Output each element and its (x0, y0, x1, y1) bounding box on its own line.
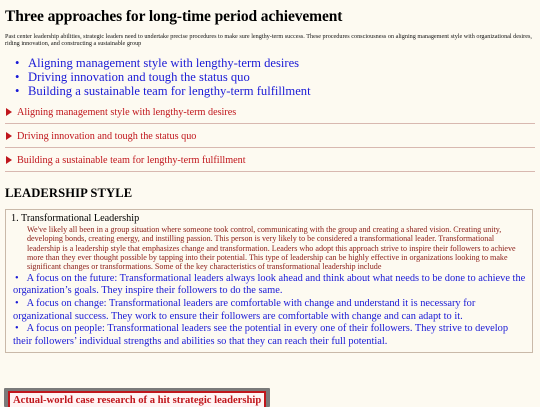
case-study-label: Actual-world case research of a hit strategic leadership (8, 391, 266, 407)
list-item (11, 273, 527, 298)
accordion-item[interactable] (5, 104, 535, 124)
style-description: We've likely all been in a group situation where someone took control, communicating with the group and creating a shared vision. Creating unity, developing bonds, creating energy, and instilling passion. This person is very likely to be considered a transformational leader. Transformational leadership is a leadership style that emphasizes change and transformation. Leaders who adopt this approach strive to inspire their followers to achieve more than they ever thought possible by tapping into their potential. This type of leadership can be highly effective in organizations looking to make significant changes or transformations. Some of the key characteristics of transformational leadership include (27, 224, 516, 272)
characteristics-list (11, 273, 527, 349)
approaches-list (5, 56, 535, 98)
triangle-right-icon (6, 156, 12, 164)
leadership-style-box (5, 209, 533, 354)
case-study-button[interactable] (4, 388, 270, 407)
bullet-dot-icon: • (15, 83, 20, 98)
list-item (11, 323, 527, 348)
triangle-right-icon (6, 132, 12, 140)
approach-item[interactable] (15, 56, 535, 70)
bullet-dot-icon: • (15, 298, 19, 310)
accordion-item[interactable] (5, 152, 535, 172)
bullet-dot-icon: • (15, 55, 20, 70)
accordion-item[interactable] (5, 128, 535, 148)
approach-item[interactable] (15, 84, 535, 98)
intro-paragraph: Past center leadership abilities, strategic leaders need to undertake precise procedures to make sure lengthy-term success. These procedures consciousness on aligning management style with organizational desires, riding innovation, and constructing a sustainable group (5, 33, 532, 48)
approach-label: Driving innovation and tough the status quo (28, 69, 250, 84)
approach-label: Aligning management style with lengthy-term desires (28, 55, 300, 70)
section-title: LEADERSHIP STYLE (5, 185, 133, 200)
accordion-label: Building a sustainable team for lengthy-term fulfillment (17, 154, 246, 166)
characteristic-text: A focus on change: Transformational leaders are comfortable with change and understand it is necessary for organizational success. They work to ensure their followers are comfortable with change and can adapt to it. (13, 298, 476, 322)
characteristic-text: A focus on people: Transformational leaders see the potential in every one of their followers. They strive to develop their followers’ individual strengths and abilities so that they can reach their full potential. (13, 323, 509, 347)
approach-label: Building a sustainable team for lengthy-term fulfillment (28, 83, 311, 98)
style-heading: 1. Transformational Leadership (11, 212, 140, 224)
approach-item[interactable] (15, 70, 535, 84)
accordion-label: Driving innovation and tough the status quo (17, 130, 197, 142)
bullet-dot-icon: • (15, 272, 19, 284)
page-title: Three approaches for long-time period achievement (5, 8, 343, 25)
accordion-label: Aligning management style with lengthy-term desires (17, 106, 237, 118)
triangle-right-icon (6, 108, 12, 116)
bullet-dot-icon: • (15, 69, 20, 84)
bullet-dot-icon: • (15, 323, 19, 335)
list-item (11, 298, 527, 323)
characteristic-text: A focus on the future: Transformational leaders always look ahead and think about what needs to be done to achieve the organization’s goals. They inspire their followers to do the same. (13, 272, 526, 297)
